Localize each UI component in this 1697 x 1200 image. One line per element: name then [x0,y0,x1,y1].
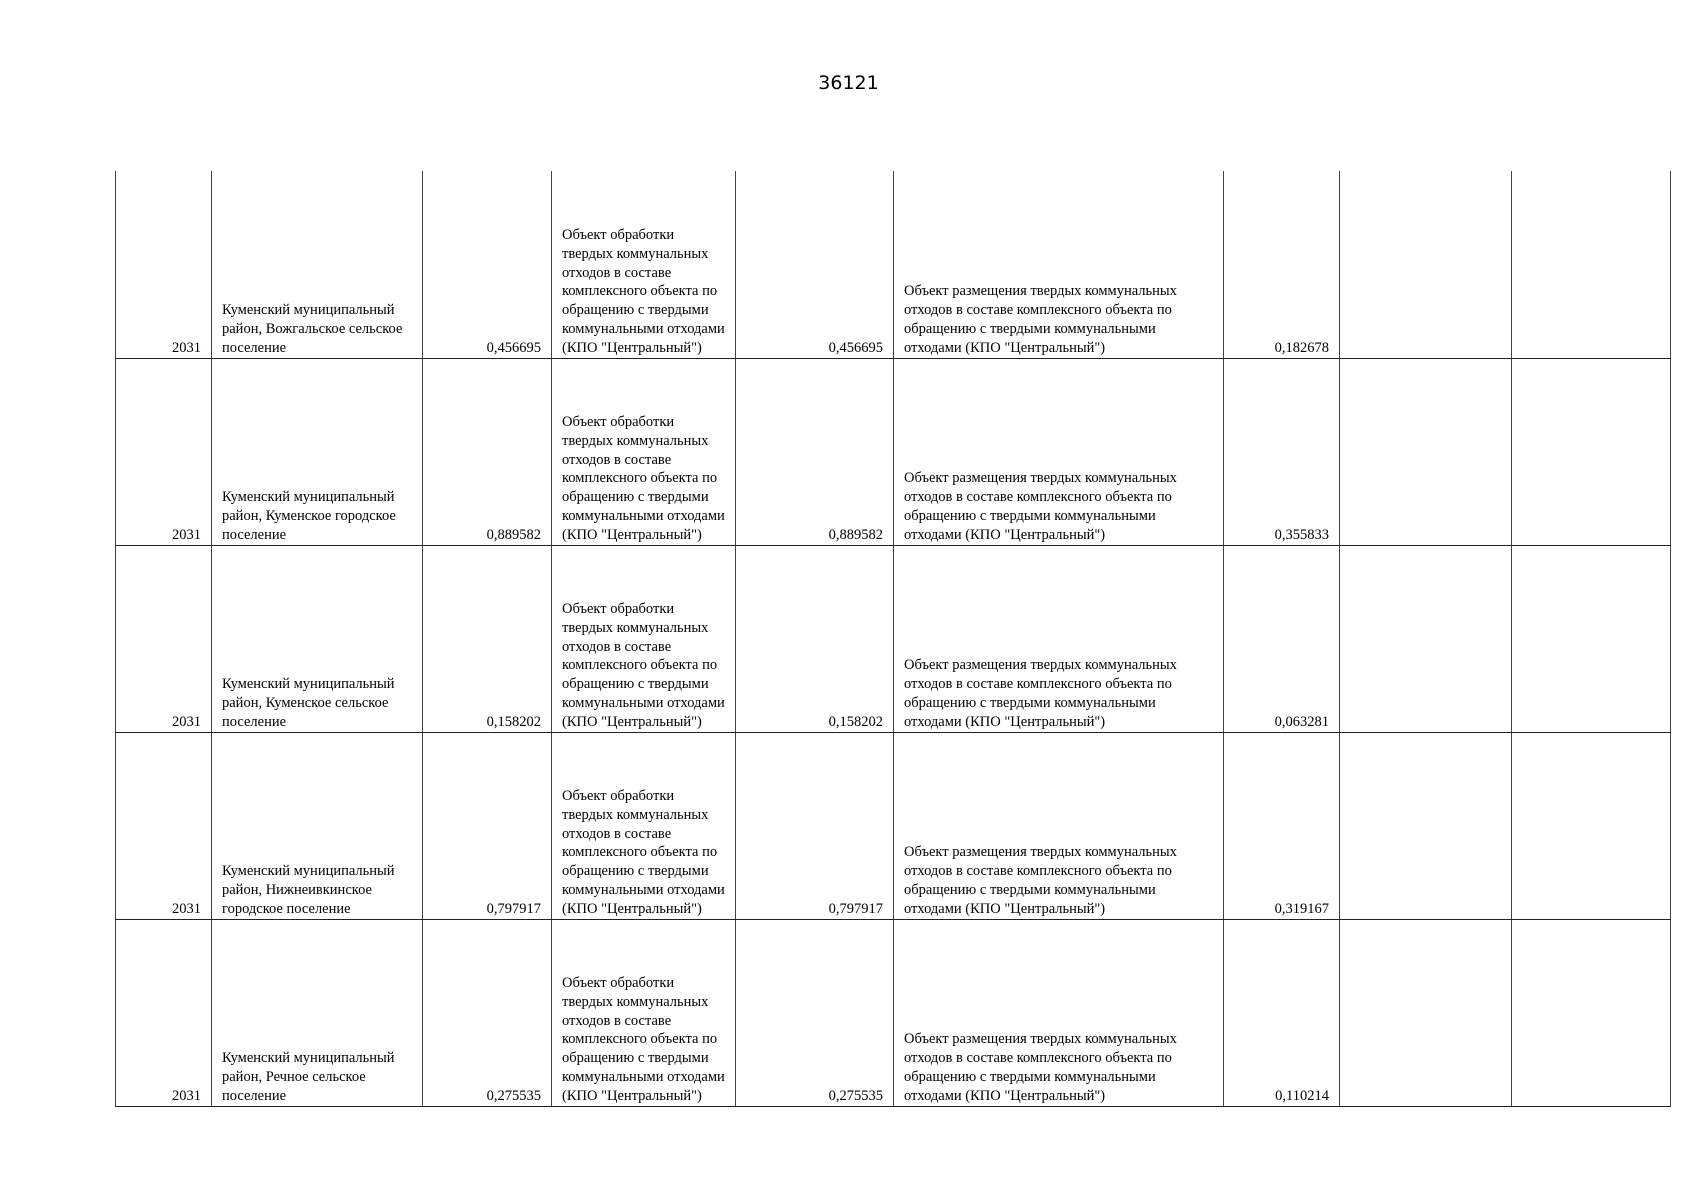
disposal-object-cell: Объект размещения твердых коммунальных отходов в составе комплексного объекта по обращению с твердыми коммунальными отходами (КПО "Центральный") [894,732,1224,919]
territory-cell: Куменский муниципальный район, Куменское городское поселение [212,358,423,545]
table-row [116,545,1671,732]
mass-processing-cell: 0,158202 [736,545,894,732]
mass-total-cell: 0,275535 [423,919,552,1106]
year-cell: 2031 [116,919,212,1106]
territory-cell: Куменский муниципальный район, Куменское сельское поселение [212,545,423,732]
empty-cell [1512,358,1671,545]
territory-cell: Куменский муниципальный район, Речное сельское поселение [212,919,423,1106]
processing-object-cell: Объект обработки твердых коммунальных отходов в составе комплексного объекта по обращению с твердыми коммунальными отходами (КПО "Центральный") [552,171,736,358]
empty-cell [1512,545,1671,732]
mass-disposal-cell: 0,110214 [1224,919,1340,1106]
page-number: 36121 [818,72,879,94]
mass-total-cell: 0,889582 [423,358,552,545]
year-cell: 2031 [116,732,212,919]
processing-object-cell: Объект обработки твердых коммунальных отходов в составе комплексного объекта по обращению с твердыми коммунальными отходами (КПО "Центральный") [552,545,736,732]
table-row [116,732,1671,919]
territory-cell: Куменский муниципальный район, Нижнеивкинское городское поселение [212,732,423,919]
empty-cell [1340,732,1512,919]
mass-total-cell: 0,797917 [423,732,552,919]
disposal-object-cell: Объект размещения твердых коммунальных отходов в составе комплексного объекта по обращению с твердыми коммунальными отходами (КПО "Центральный") [894,919,1224,1106]
empty-cell [1512,919,1671,1106]
empty-cell [1340,171,1512,358]
territory-cell: Куменский муниципальный район, Вожгальское сельское поселение [212,171,423,358]
empty-cell [1340,919,1512,1106]
year-cell: 2031 [116,358,212,545]
mass-total-cell: 0,158202 [423,545,552,732]
disposal-object-cell: Объект размещения твердых коммунальных отходов в составе комплексного объекта по обращению с твердыми коммунальными отходами (КПО "Центральный") [894,358,1224,545]
table-row [116,919,1671,1106]
empty-cell [1512,171,1671,358]
mass-total-cell: 0,456695 [423,171,552,358]
disposal-object-cell: Объект размещения твердых коммунальных отходов в составе комплексного объекта по обращению с твердыми коммунальными отходами (КПО "Центральный") [894,545,1224,732]
table-row [116,358,1671,545]
year-cell: 2031 [116,545,212,732]
empty-cell [1340,545,1512,732]
processing-object-cell: Объект обработки твердых коммунальных отходов в составе комплексного объекта по обращению с твердыми коммунальными отходами (КПО "Центральный") [552,919,736,1106]
mass-processing-cell: 0,456695 [736,171,894,358]
waste-flow-table [115,171,1671,1107]
mass-disposal-cell: 0,063281 [1224,545,1340,732]
mass-processing-cell: 0,889582 [736,358,894,545]
year-cell: 2031 [116,171,212,358]
empty-cell [1512,732,1671,919]
empty-cell [1340,358,1512,545]
mass-disposal-cell: 0,355833 [1224,358,1340,545]
processing-object-cell: Объект обработки твердых коммунальных отходов в составе комплексного объекта по обращению с твердыми коммунальными отходами (КПО "Центральный") [552,732,736,919]
disposal-object-cell: Объект размещения твердых коммунальных отходов в составе комплексного объекта по обращению с твердыми коммунальными отходами (КПО "Центральный") [894,171,1224,358]
mass-processing-cell: 0,275535 [736,919,894,1106]
processing-object-cell: Объект обработки твердых коммунальных отходов в составе комплексного объекта по обращению с твердыми коммунальными отходами (КПО "Центральный") [552,358,736,545]
mass-processing-cell: 0,797917 [736,732,894,919]
table-row [116,171,1671,358]
mass-disposal-cell: 0,182678 [1224,171,1340,358]
mass-disposal-cell: 0,319167 [1224,732,1340,919]
